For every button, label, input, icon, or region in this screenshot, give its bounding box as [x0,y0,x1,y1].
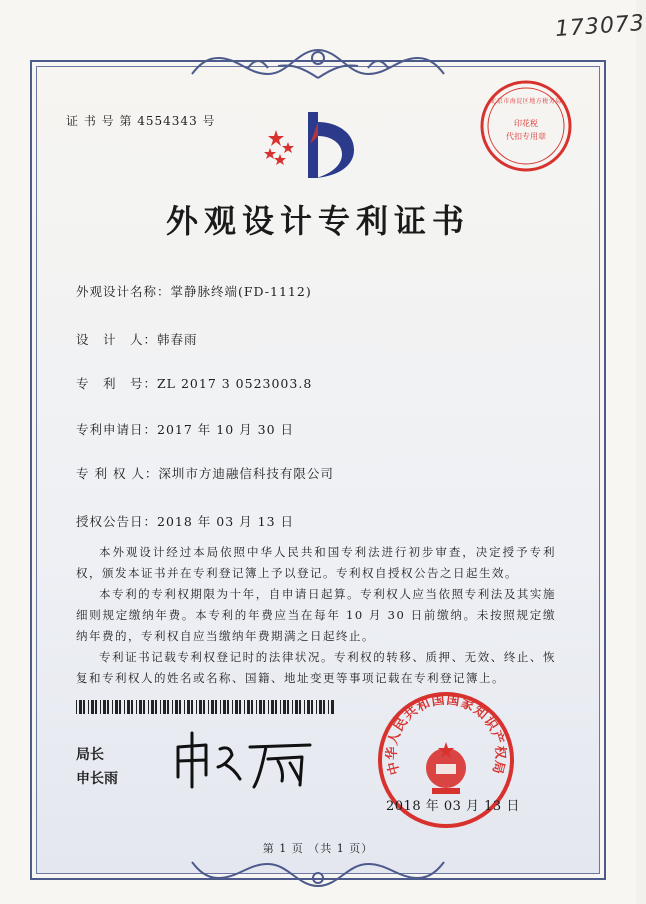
barcode-bar [88,700,89,714]
barcode-bar [79,700,82,714]
barcode-bar [155,700,157,714]
barcode-bar [139,700,142,714]
barcode-bar [127,700,130,714]
barcode-bar [268,700,269,714]
barcode-bar [160,700,161,714]
design-name-field: 外观设计名称：掌静脉终端(FD-1112) [76,284,312,299]
cnipa-logo-icon [262,108,362,184]
seal-arc-text: 中华人民共和国国家知识产权局 [384,692,508,777]
barcode-bar [103,700,106,714]
barcode-bar [304,700,305,714]
director-name: 申长雨 [76,771,118,787]
barcode-bar [136,700,137,714]
certificate-body [76,542,556,689]
barcode-bar [163,700,166,714]
barcode-bar [131,700,133,714]
barcode-bar [148,700,149,714]
barcode-bar [143,700,145,714]
barcode-bar [299,700,301,714]
barcode-bar [203,700,205,714]
barcode-bar [307,700,310,714]
patent-number-field: 专 利 号：ZL 2017 3 0523003.8 [76,376,313,391]
barcode-bar [83,700,85,714]
barcode-bar [319,700,322,714]
seal-date: 2018 年 03 月 13 日 [386,799,520,814]
certificate-number: 证 书 号 第 4554343 号 [66,114,216,128]
handwritten-note: 173073 [554,10,646,43]
barcode-bar [256,700,257,714]
bottom-ornament [188,858,448,892]
body-paragraph-2: 本专利的专利权期限为十年，自申请日起算。专利权人应当依照专利法及其实施细则规定缴纳年费。本专利的年费应当在每年 10 月 30 日前缴纳。未按照规定缴纳年费的，专利权自应当缴纳年费期满之日起终止。 [76,587,556,643]
barcode-bar [283,700,286,714]
barcode-bar [184,700,185,714]
barcode-bar [244,700,245,714]
barcode-bar [100,700,101,714]
barcode-bar [235,700,238,714]
barcode-bar [215,700,217,714]
barcode-bar [292,700,293,714]
barcode-bar [275,700,277,714]
barcode-bar [175,700,178,714]
barcode-bar [112,700,113,714]
barcode-bar [179,700,181,714]
barcode-bar [119,700,121,714]
barcode-bar [115,700,118,714]
tax-seal-line-1: 北京市海淀区地方税务局 [490,98,562,105]
barcode [76,700,336,714]
barcode-bar [223,700,226,714]
barcode-bar [211,700,214,714]
top-ornament [188,44,448,84]
grant-date-field: 授权公告日：2018 年 03 月 13 日 [76,514,294,529]
barcode-bar [196,700,197,714]
barcode-bar [323,700,325,714]
barcode-bar [208,700,209,714]
barcode-bar [151,700,154,714]
barcode-bar [328,700,329,714]
application-date-field: 专利申请日：2017 年 10 月 30 日 [76,422,294,437]
barcode-bar [167,700,169,714]
barcode-bar [191,700,193,714]
barcode-bar [331,700,334,714]
director-signature [170,725,320,795]
body-paragraph-3: 专利证书记载专利权登记时的法律状况。专利权的转移、质押、无效、终止、恢复和专利权人的姓名或名称、国籍、地址变更等事项记载在专利登记簿上。 [76,650,556,685]
barcode-bar [172,700,173,714]
barcode-bar [220,700,221,714]
barcode-bar [251,700,253,714]
barcode-bar [232,700,233,714]
barcode-bar [107,700,109,714]
tax-seal-line-2: 印花税 [514,119,538,128]
barcode-bar [316,700,317,714]
barcode-bar [263,700,265,714]
barcode-bar [76,700,77,714]
barcode-bar [91,700,94,714]
tax-seal-line-3: 代扣专用章 [506,132,546,141]
barcode-bar [187,700,190,714]
patentee-field: 专 利 权 人：深圳市方迪融信科技有限公司 [76,466,334,481]
body-paragraph-1: 本外观设计经过本局依照中华人民共和国专利法进行初步审查，决定授予专利权，颁发本证书并在专利登记簿上予以登记。专利权自授权公告之日起生效。 [76,545,556,580]
barcode-bar [287,700,289,714]
barcode-bar [124,700,125,714]
barcode-bar [311,700,313,714]
barcode-bar [295,700,298,714]
barcode-bar [247,700,250,714]
barcode-bar [280,700,281,714]
barcode-bar [239,700,241,714]
barcode-bar [95,700,97,714]
barcode-bar [199,700,202,714]
barcode-bar [271,700,274,714]
director-title: 局长 [76,747,104,763]
page-footer: 第 1 页 （共 1 页） [262,842,374,855]
barcode-bar [227,700,229,714]
designer-field: 设 计 人：韩春雨 [76,332,198,347]
barcode-bar [259,700,262,714]
certificate-title: 外观设计专利证书 [165,202,470,240]
